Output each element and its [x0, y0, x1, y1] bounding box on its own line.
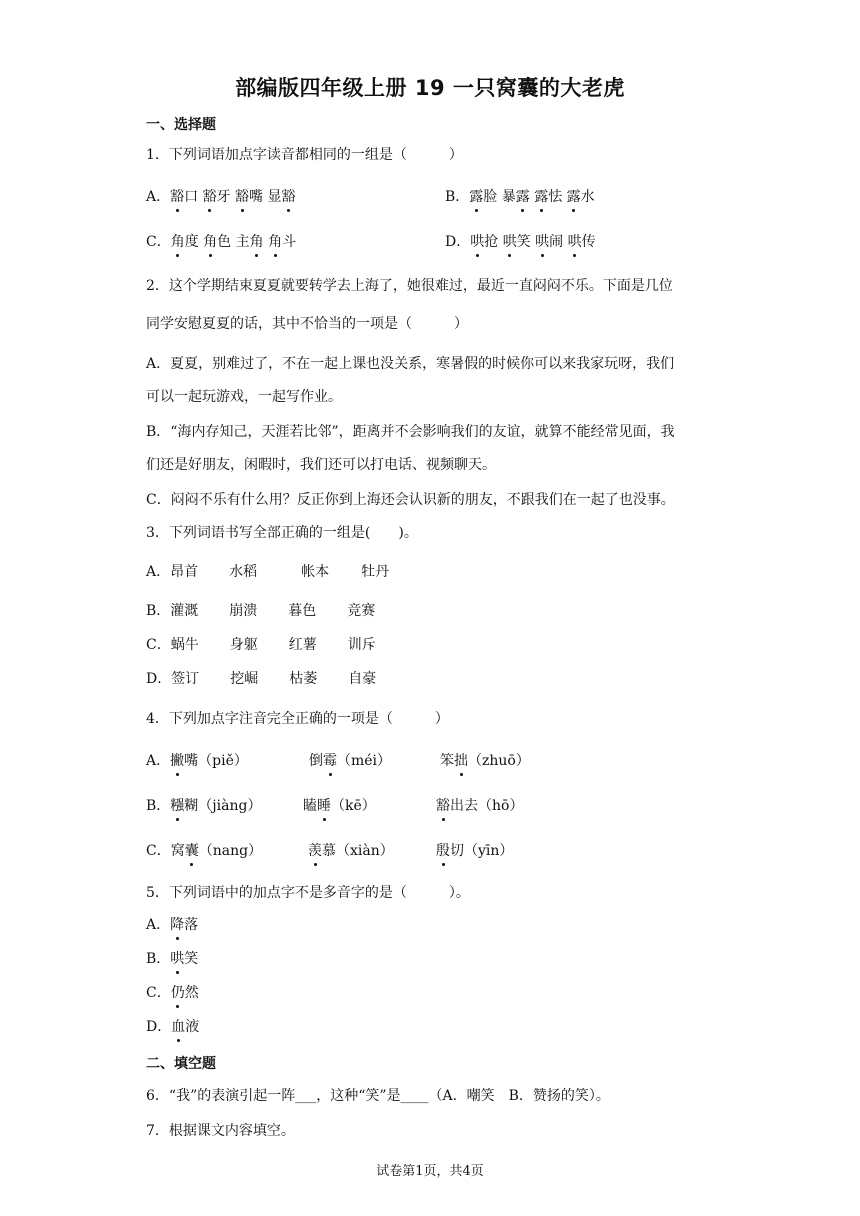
- section-choice-heading: 一、选择题: [146, 117, 216, 133]
- q3-option-c: C．蜗牛 身躯 红薯 训斥: [146, 637, 376, 653]
- q4-stem: 4．下列加点字注音完全正确的一项是（ ）: [146, 711, 449, 727]
- q2-stem-line1: 2．这个学期结束夏夏就要转学去上海了，她很难过，最近一直闷闷不乐。下面是几位: [146, 278, 673, 294]
- q4-option-a-part1: A．撇嘴（piě）: [146, 753, 248, 769]
- q2-option-a-line1: A．夏夏，别难过了，不在一起上课也没关系，寒暑假的时候你可以来我家玩呀，我们: [146, 356, 675, 372]
- q4-option-c-part1: C．窝囊（nang）: [146, 843, 263, 859]
- q4-option-b-part2: 瞌睡（kē）: [303, 798, 376, 814]
- q5-option-a: A．降落: [146, 917, 199, 933]
- q1-option-b: B．露脸 暴露 露怯 露水: [445, 189, 595, 205]
- q2-option-a-line2: 可以一起玩游戏，一起写作业。: [146, 389, 342, 405]
- page-footer: 试卷第1页，共4页: [376, 1164, 484, 1179]
- q1-option-d: D．哄抢 哄笑 哄闹 哄传: [445, 234, 596, 250]
- page-title: 部编版四年级上册 19 一只窝囊的大老虎: [235, 76, 625, 100]
- q7-stem: 7．根据课文内容填空。: [146, 1123, 295, 1139]
- q6-stem: 6．“我”的表演引起一阵___，这种“笑”是____（A．嘲笑 B．赞扬的笑）。: [146, 1088, 610, 1104]
- q5-option-c: C．仍然: [146, 985, 199, 1001]
- q4-option-c-part3: 殷切（yīn）: [436, 843, 514, 859]
- q4-option-a-part2: 倒霉（méi）: [309, 753, 392, 769]
- section-fill-heading: 二、填空题: [146, 1056, 216, 1072]
- q5-option-d: D．血液: [146, 1019, 200, 1035]
- q3-stem: 3．下列词语书写全部正确的一组是( )。: [146, 525, 418, 541]
- q1-stem: 1．下列词语加点字读音都相同的一组是（ ）: [146, 147, 463, 163]
- q3-option-d: D．签订 挖崛 枯萎 自豪: [146, 671, 377, 687]
- q4-option-a-part3: 笨拙（zhuō）: [440, 753, 530, 769]
- q2-option-c: C．闷闷不乐有什么用？反正你到上海还会认识新的朋友，不跟我们在一起了也没事。: [146, 492, 675, 508]
- q1-option-a: A．豁口 豁牙 豁嘴 显豁: [146, 189, 296, 205]
- q4-option-c-part2: 羡慕（xiàn）: [308, 843, 394, 859]
- q2-option-b-line1: B．“海内存知己，天涯若比邻”，距离并不会影响我们的友谊，就算不能经常见面，我: [146, 424, 675, 440]
- q4-option-b-part1: B．糨糊（jiàng）: [146, 798, 262, 814]
- q2-stem-line2: 同学安慰夏夏的话，其中不恰当的一项是（ ）: [146, 316, 468, 332]
- q5-stem: 5．下列词语中的加点字不是多音字的是（ ）。: [146, 885, 470, 901]
- q4-option-b-part3: 豁出去（hō）: [436, 798, 524, 814]
- q5-option-b: B．哄笑: [146, 951, 199, 967]
- q3-option-b: B．灌溉 崩溃 暮色 竞赛: [146, 603, 376, 619]
- q3-option-a: A．昂首 水稻 帐本 牡丹: [146, 564, 390, 580]
- q1-option-c: C．角度 角色 主角 角斗: [146, 234, 297, 250]
- q2-option-b-line2: 们还是好朋友，闲暇时，我们还可以打电话、视频聊天。: [146, 457, 496, 473]
